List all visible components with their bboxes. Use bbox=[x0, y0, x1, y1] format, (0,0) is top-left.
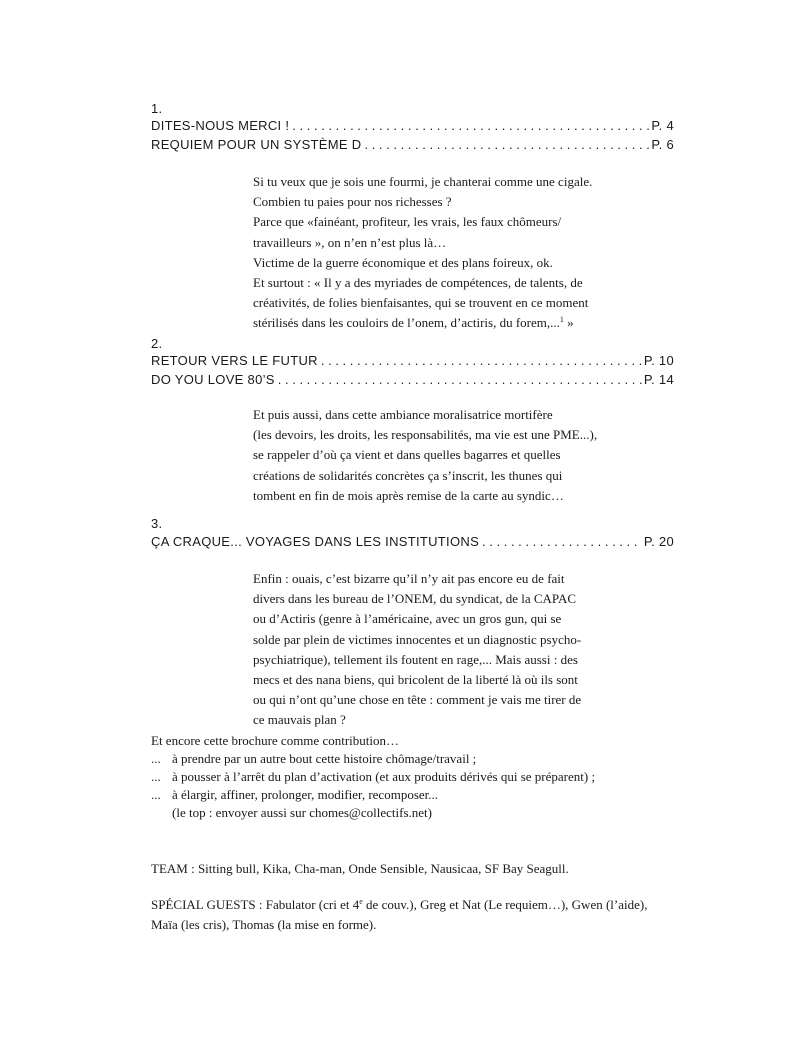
team-credits bbox=[151, 860, 691, 878]
toc-leader bbox=[321, 353, 642, 368]
quote-line: Combien tu paies pour nos richesses ? bbox=[253, 194, 452, 210]
toc-page: P. 10 bbox=[643, 353, 674, 368]
quote-line: (les devoirs, les droits, les responsabilités, ma vie est une PME...), bbox=[253, 427, 598, 443]
section-number: 1. bbox=[151, 101, 163, 116]
list-item-text: à prendre par un autre bout cette histoire chômage/travail ; bbox=[172, 751, 477, 766]
quote-line: tombent en fin de mois après remise de la carte au syndic… bbox=[253, 487, 564, 503]
toc-leader bbox=[292, 118, 649, 133]
team-line: TEAM : Sitting bull, Kika, Cha-man, Onde Sensible, Nausicaa, SF Bay Seagull. bbox=[151, 861, 569, 876]
superscript: e bbox=[359, 897, 363, 906]
toc-entry[interactable] bbox=[151, 353, 674, 373]
toc-title: RETOUR VERS LE FUTUR bbox=[151, 353, 318, 368]
toc-page: P. 4 bbox=[651, 118, 674, 133]
guests-line-1 bbox=[151, 895, 691, 915]
contribution-intro: Et encore cette brochure comme contribution… bbox=[151, 733, 399, 748]
toc-page: P. 6 bbox=[651, 137, 674, 152]
toc-title: REQUIEM POUR UN SYSTÈME D bbox=[151, 137, 362, 152]
footnote-marker[interactable]: 1 bbox=[559, 315, 564, 325]
quote-line-last bbox=[253, 313, 683, 333]
quote-line: Parce que «fainéant, profiteur, les vrais, les faux chômeurs/ bbox=[253, 214, 562, 230]
quote-line: solde par plein de victimes innocentes et un diagnostic psycho- bbox=[253, 631, 582, 647]
toc-title: DO YOU LOVE 80’S bbox=[151, 372, 275, 387]
guests-credits bbox=[151, 895, 691, 935]
list-bullet: ... bbox=[151, 769, 161, 784]
list-item-text: à élargir, affiner, prolonger, modifier, recomposer... bbox=[172, 787, 439, 802]
list-item bbox=[151, 786, 691, 804]
toc-leader bbox=[482, 534, 642, 549]
quote-line: se rappeler d’où ça vient et dans quelles bagarres et quelles bbox=[253, 447, 561, 463]
quote-line: travailleurs », on n’en n’est plus là… bbox=[253, 234, 447, 250]
quote-line: Et surtout : « Il y a des myriades de compétences, de talents, de bbox=[253, 275, 583, 291]
list-bullet: ... bbox=[151, 751, 161, 766]
quote-close: » bbox=[567, 315, 574, 331]
quote-line: Enfin : ouais, c’est bizarre qu’il n’y ait pas encore eu de fait bbox=[253, 571, 565, 586]
toc-page: P. 20 bbox=[643, 534, 674, 549]
section-quote bbox=[253, 405, 683, 506]
quote-line: Et puis aussi, dans cette ambiance moralisatrice mortifère bbox=[253, 407, 553, 422]
list-item-text: à pousser à l’arrêt du plan d’activation (et aux produits dérivés qui se préparent) ; bbox=[172, 769, 596, 784]
quote-line: psychiatrique), tellement ils foutent en rage,... Mais aussi : des bbox=[253, 651, 578, 667]
guests-line-2: Maïa (les cris), Thomas (la mise en forme). bbox=[151, 917, 377, 932]
quote-line: ce mauvais plan ? bbox=[253, 712, 346, 728]
section-number: 3. bbox=[151, 516, 163, 531]
quote-line: ou qui n’ont qu’une chose en tête : comment je vais me tirer de bbox=[253, 692, 582, 708]
section-number: 2. bbox=[151, 336, 163, 351]
contribution-block bbox=[151, 732, 691, 822]
quote-line: divers dans les bureau de l’ONEM, du syndicat, de la CAPAC bbox=[253, 591, 577, 607]
list-bullet: ... bbox=[151, 787, 161, 802]
list-item bbox=[151, 750, 691, 768]
quote-line: créativités, de folies bienfaisantes, qui se trouvent en ce moment bbox=[253, 295, 589, 311]
quote-line: ou d’Actiris (genre à l’américaine, avec un gros gun, qui se bbox=[253, 611, 562, 627]
list-item bbox=[151, 768, 691, 786]
quote-line: Victime de la guerre économique et des plans foireux, ok. bbox=[253, 254, 553, 270]
toc-entry[interactable] bbox=[151, 118, 674, 138]
toc-leader bbox=[364, 137, 649, 152]
toc-entry[interactable] bbox=[151, 534, 674, 554]
toc-title: ÇA CRAQUE... VOYAGES DANS LES INSTITUTIONS bbox=[151, 534, 480, 549]
guests-text: de couv.), Greg et Nat (Le requiem…), Gwen (l’aide), bbox=[362, 897, 648, 912]
contact-note[interactable]: (le top : envoyer aussi sur chomes@collectifs.net) bbox=[172, 805, 432, 820]
toc-leader bbox=[278, 372, 642, 387]
quote-line: créations de solidarités concrètes ça s’inscrit, les thunes qui bbox=[253, 467, 563, 483]
section-quote bbox=[253, 172, 683, 334]
toc-title: DITES-NOUS MERCI ! bbox=[151, 118, 290, 133]
toc-entry[interactable] bbox=[151, 372, 674, 392]
toc-page: P. 14 bbox=[643, 372, 674, 387]
guests-text: SPÉCIAL GUESTS : Fabulator (cri et 4 bbox=[151, 897, 360, 912]
section-quote bbox=[253, 569, 683, 731]
quote-line: stérilisés dans les couloirs de l’onem, d’actiris, du forem,... bbox=[253, 315, 560, 331]
quote-line: mecs et des nana biens, qui bricolent de la liberté là où ils sont bbox=[253, 672, 578, 688]
toc-entry[interactable] bbox=[151, 137, 674, 157]
quote-line: Si tu veux que je sois une fourmi, je chanterai comme une cigale. bbox=[253, 174, 593, 189]
